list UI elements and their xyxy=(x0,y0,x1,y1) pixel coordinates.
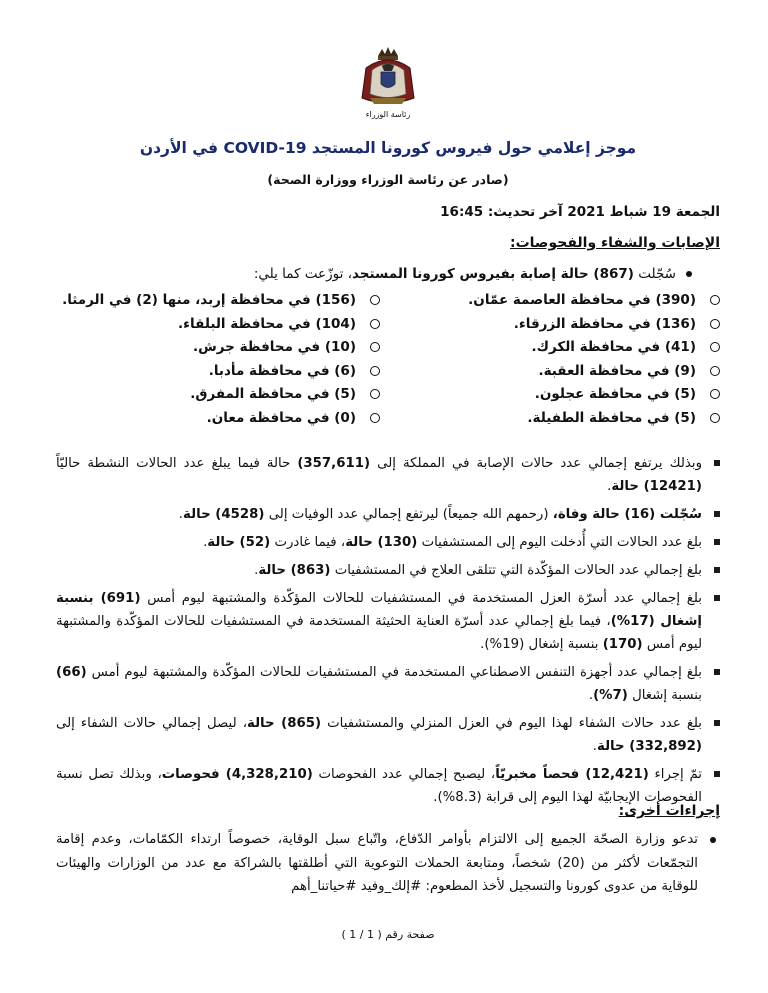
governorate-item xyxy=(535,386,720,402)
circle-bullet-icon xyxy=(710,413,720,423)
circle-bullet-icon xyxy=(370,319,380,329)
governorate-item xyxy=(514,316,720,332)
page-number: صفحة رقم ( 1 / 1 ) xyxy=(341,928,435,941)
governorate-row xyxy=(56,410,720,434)
circle-bullet-icon xyxy=(710,342,720,352)
bullet-dot-icon xyxy=(686,271,692,277)
square-bullet-icon xyxy=(714,460,720,466)
governorate-item xyxy=(527,410,720,426)
circle-bullet-icon xyxy=(370,342,380,352)
intro-bold: (867) حالة إصابة بفيروس كورونا المستجد xyxy=(352,266,634,282)
governorate-item xyxy=(190,386,380,402)
governorate-list xyxy=(56,292,720,433)
section-heading-cases: الإصابات والشفاء والفحوصات: xyxy=(510,235,720,251)
governorate-text: (136) في محافظة الزرقاء. xyxy=(513,315,696,332)
governorate-row xyxy=(56,292,720,316)
emblem-logo xyxy=(56,46,720,126)
governorate-item xyxy=(468,292,720,308)
governorate-text: (5) في محافظة المفرق. xyxy=(190,386,356,402)
square-bullet-icon xyxy=(714,720,720,726)
list-item: تمّ إجراء (12,421) فحصاً مخبريّاً، ليصبح إجمالي عدد الفحوصات (4,328,210) فحوصات، وبذلك تصل نسبة الفحوصات الإيجابيّة لهذا اليوم إلى قرابة (8.3%). xyxy=(56,763,720,809)
square-bullet-icon xyxy=(714,771,720,777)
list-item: سُجّلت (16) حالة وفاة، (رحمهم الله جميعاً) ليرتفع إجمالي عدد الوفيات إلى (4528) حالة. xyxy=(56,503,720,526)
circle-bullet-icon xyxy=(710,366,720,376)
list-item: وبذلك يرتفع إجمالي عدد حالات الإصابة في المملكة إلى (357,611) حالة فيما يبلغ عدد الحالات النشطة حاليّاً (12421) حالة. xyxy=(56,452,720,498)
governorate-item xyxy=(538,363,720,379)
page-subtitle: (صادر عن رئاسة الوزراء ووزارة الصحة) xyxy=(267,172,509,187)
governorate-item xyxy=(193,339,380,355)
list-item: بلغ إجمالي عدد أسرّة العزل المستخدمة في المستشفيات للحالات المؤكّدة والمشتبهة ليوم أمس (691) بنسبة إشغال (17%)، فيما بلغ إجمالي عدد أسرّة العناية الحثيثة المستخدمة في المستشفيات للحالات المؤكّدة والمشتبهة ليوم أمس (170) بنسبة إشغال (19%). xyxy=(56,587,720,656)
governorate-text: (390) في محافظة العاصمة عمّان. xyxy=(468,292,696,308)
list-item: بلغ إجمالي عدد أجهزة التنفس الاصطناعي المستخدمة في المستشفيات للحالات المؤكّدة والمشتبهة ليوم أمس (66) بنسبة إشغال (7%). xyxy=(56,661,720,707)
list-item: بلغ عدد الحالات التي أُدخلت اليوم إلى المستشفيات (130) حالة، فيما غادرت (52) حالة. xyxy=(56,531,720,554)
intro-pre: سُجّلت xyxy=(638,266,676,282)
governorate-row xyxy=(56,316,720,340)
governorate-text: (9) في محافظة العقبة. xyxy=(538,362,696,379)
list-item: بلغ إجمالي عدد الحالات المؤكّدة التي تتلقى العلاج في المستشفيات (863) حالة. xyxy=(56,559,720,582)
circle-bullet-icon xyxy=(370,413,380,423)
circle-bullet-icon xyxy=(370,295,380,305)
square-bullet-icon xyxy=(714,567,720,573)
circle-bullet-icon xyxy=(710,319,720,329)
square-bullet-icon xyxy=(714,511,720,517)
governorate-text: (5) في محافظة الطفيلة. xyxy=(527,409,696,426)
governorate-item xyxy=(531,339,720,355)
intro-post: ، توزّعت كما يلي: xyxy=(253,266,352,282)
governorate-text: (41) في محافظة الكرك. xyxy=(531,339,696,355)
circle-bullet-icon xyxy=(710,389,720,399)
square-bullet-icon xyxy=(714,669,720,675)
page-title: موجز إعلامي حول فيروس كورونا المستجد COVID-19 في الأردن xyxy=(139,139,637,157)
other-measures-body: تدعو وزارة الصحّة الجميع إلى الالتزام بأوامر الدّفاع، واتّباع سبل الوقاية، خصوصاً ارتداء الكمّامات، وعدم إقامة التجمّعات لأكثر من (20) شخصاً، ومتابعة الحملات التوعوية التي أطلقتها بالشراكة مع عدد من الوزارات والهيئات للوقاية من عدوى كورونا والتسجيل لأخذ المطعوم: #إلك_وفيد #حياتنا_أهم xyxy=(56,832,698,894)
section-heading-other: إجراءات أخرى: xyxy=(618,803,720,819)
governorate-item xyxy=(178,316,380,332)
square-bullet-icon xyxy=(714,595,720,601)
governorate-text: (6) في محافظة مأدبا. xyxy=(208,362,356,379)
circle-bullet-icon xyxy=(370,366,380,376)
square-bullet-icon xyxy=(714,539,720,545)
circle-bullet-icon xyxy=(710,295,720,305)
stats-bullet-list xyxy=(56,452,720,814)
governorate-row xyxy=(56,386,720,410)
other-measures-text xyxy=(56,828,720,899)
bullet-dot-icon xyxy=(710,837,716,843)
governorate-item xyxy=(207,410,380,426)
governorate-row xyxy=(56,339,720,363)
svg-text:رئاسة الوزراء: رئاسة الوزراء xyxy=(365,110,411,119)
governorate-row xyxy=(56,363,720,387)
governorate-text: (10) في محافظة جرش. xyxy=(193,339,356,355)
crown-emblem-icon xyxy=(352,46,424,122)
governorate-text: (0) في محافظة معان. xyxy=(206,409,356,426)
governorate-text: (104) في محافظة البلقاء. xyxy=(178,315,356,332)
circle-bullet-icon xyxy=(370,389,380,399)
date-line: الجمعة 19 شباط 2021 آخر تحديث: 16:45 xyxy=(440,204,720,220)
governorate-item xyxy=(62,292,380,308)
governorate-text: (5) في محافظة عجلون. xyxy=(534,386,696,402)
governorate-text: (156) في محافظة إربد، منها (2) في الرمثا. xyxy=(62,292,356,308)
intro-line xyxy=(254,266,692,282)
governorate-item xyxy=(209,363,380,379)
list-item: بلغ عدد حالات الشفاء لهذا اليوم في العزل المنزلي والمستشفيات (865) حالة، ليصل إجمالي حالات الشفاء إلى (332,892) حالة. xyxy=(56,712,720,758)
